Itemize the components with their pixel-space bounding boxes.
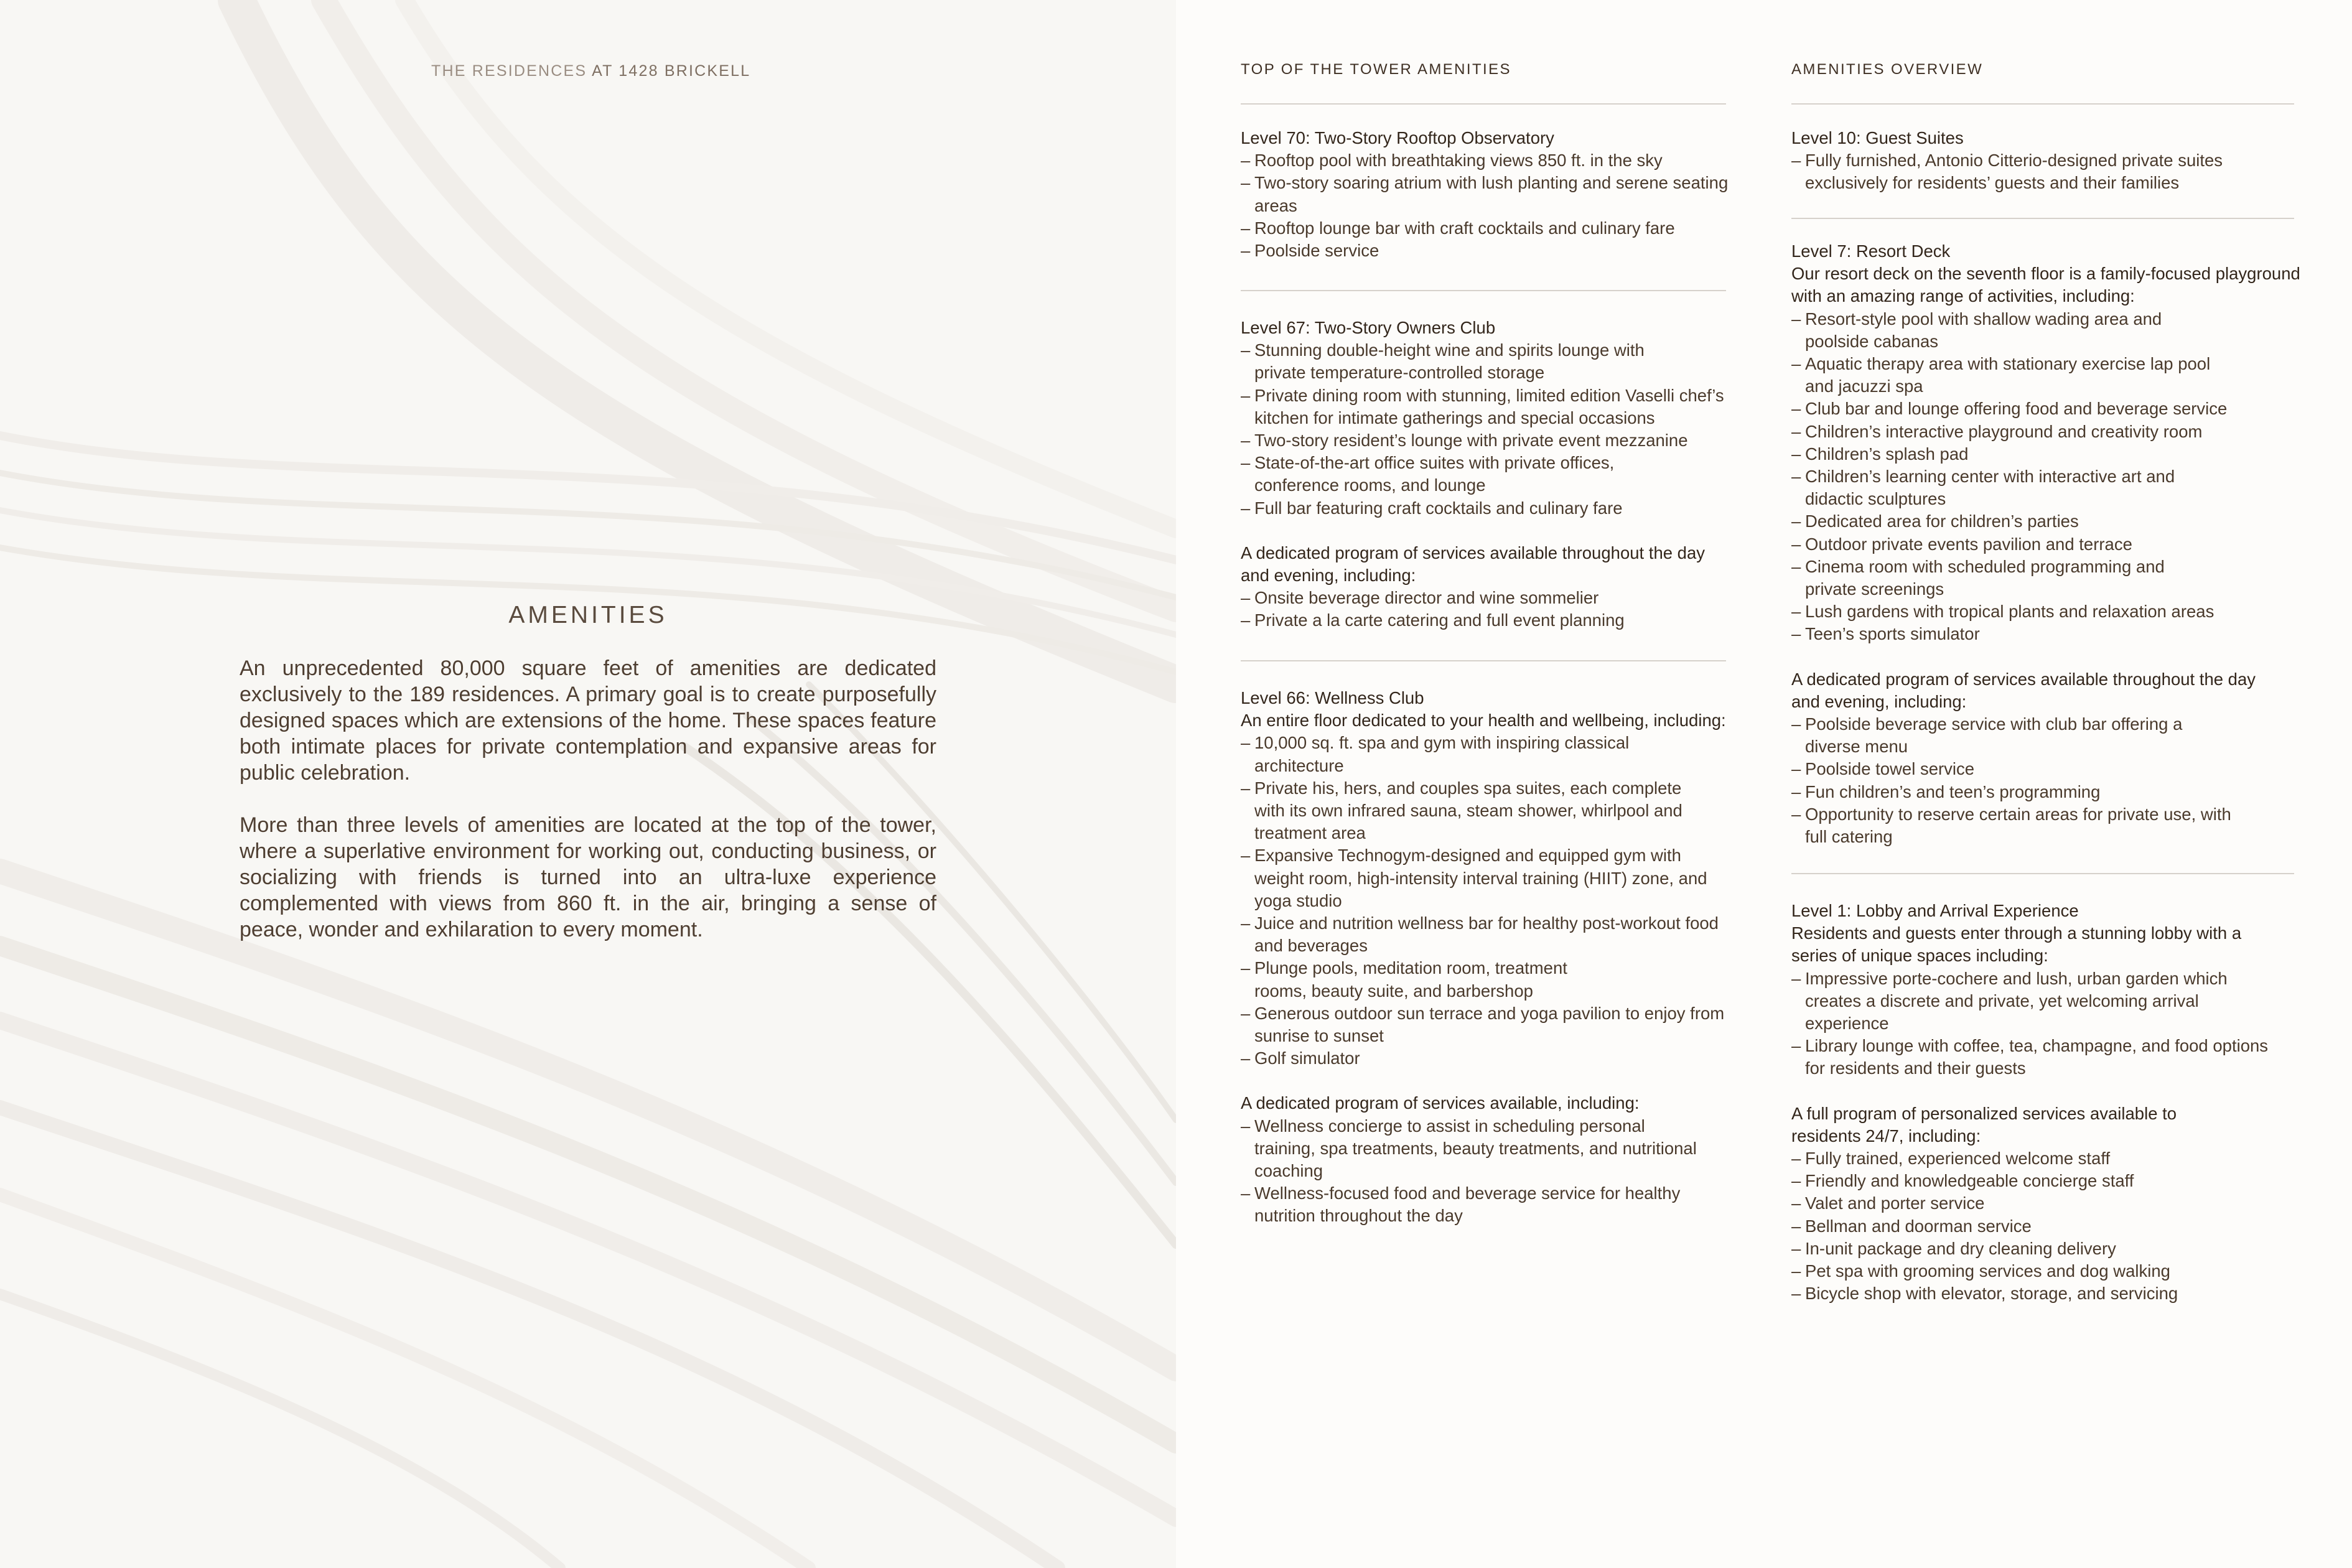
list-item: – State-of-the-art office suites with private offices, conference rooms, and lounge [1241, 452, 1690, 497]
list-item: – 10,000 sq. ft. spa and gym with inspiring classical architecture [1241, 732, 1702, 777]
list-item: – Valet and porter service [1791, 1192, 2302, 1215]
level-1-section [1791, 900, 2302, 1305]
brand-prefix: THE RESIDENCES [431, 62, 587, 80]
list-item: – Private his, hers, and couples spa suites, each complete with its own infrared sauna, steam shower, whirlpool and treatment area [1241, 777, 1715, 845]
level-1-title: Level 1: Lobby and Arrival Experience [1791, 901, 2079, 920]
list-item: – Two-story soaring atrium with lush planting and serene seating areas [1241, 172, 1732, 217]
list-item: – Outdoor private events pavilion and terrace [1791, 533, 2302, 556]
list-item: – Two-story resident’s lounge with private event mezzanine [1241, 429, 1745, 452]
list-item: – Poolside towel service [1791, 758, 2302, 780]
col2-heading: AMENITIES OVERVIEW [1791, 61, 1984, 78]
brand-line [431, 62, 750, 80]
list-item: – Cinema room with scheduled programming and private screenings [1791, 556, 2216, 600]
list-item: – Onsite beverage director and wine sommelier [1241, 587, 1745, 609]
list-item: – Generous outdoor sun terrace and yoga pavilion to enjoy from sunrise to sunset [1241, 1002, 1732, 1047]
level-66-subtitle: An entire floor dedicated to your health and wellbeing, including: [1241, 711, 1726, 730]
list-item: – Private a la carte catering and full event planning [1241, 609, 1745, 632]
list-item: – Pet spa with grooming services and dog walking [1791, 1260, 2302, 1282]
level-66-program: A dedicated program of services available, including: [1241, 1093, 1640, 1113]
divider [1241, 103, 1726, 105]
level-7-program-list [1791, 713, 2302, 848]
brand-address: AT 1428 BRICKELL [592, 62, 751, 80]
list-item: – Children’s splash pad [1791, 443, 2302, 465]
list-item: – Bicycle shop with elevator, storage, and servicing [1791, 1282, 2302, 1305]
level-67-title: Level 67: Two-Story Owners Club [1241, 318, 1496, 337]
list-item: – Resort-style pool with shallow wading area and poolside cabanas [1791, 308, 2216, 353]
level-1-program: A full program of personalized services available to residents 24/7, including: [1791, 1103, 2177, 1146]
intro-paragraph-1: An unprecedented 80,000 square feet of amenities are dedicated exclusively to the 189 residences. A primary goal is to create purposefully designed spaces which are extensions of the home. These spaces feature both intimate places for private contemplation and expansive areas for public celebration. [240, 656, 936, 785]
right-page [1176, 0, 2352, 1568]
list-item: – Children’s learning center with interactive art and didactic sculptures [1791, 465, 2228, 510]
list-item: – Private dining room with stunning, limited edition Vaselli chef’s kitchen for intimate gatherings and special occasions [1241, 385, 1745, 429]
list-item: – Club bar and lounge offering food and beverage service [1791, 398, 2302, 420]
list-item: – Friendly and knowledgeable concierge staff [1791, 1170, 2302, 1192]
level-67-program-list [1241, 587, 1745, 632]
list-item: – Expansive Technogym-designed and equipped gym with weight room, high-intensity interval training (HIIT) zone, and yoga studio [1241, 844, 1732, 912]
list-item: – Golf simulator [1241, 1047, 1732, 1070]
list-item: – Children’s interactive playground and creativity room [1791, 421, 2302, 443]
list-item: – Fun children’s and teen’s programming [1791, 781, 2302, 803]
divider [1791, 218, 2294, 219]
list-item: – Rooftop pool with breathtaking views 850 ft. in the sky [1241, 149, 1732, 172]
list-item: – Wellness-focused food and beverage service for healthy nutrition throughout the day [1241, 1182, 1732, 1227]
intro-text [240, 655, 936, 969]
list-item: – Stunning double-height wine and spirits lounge with private temperature-controlled storage [1241, 339, 1690, 384]
list-item: – Poolside service [1241, 240, 1732, 262]
list-item: – Bellman and doorman service [1791, 1215, 2302, 1238]
level-1-subtitle: Residents and guests enter through a stunning lobby with a series of unique spaces including: [1791, 923, 2242, 966]
level-1-list [1791, 968, 2302, 1080]
level-67-list [1241, 339, 1745, 520]
list-item: – Opportunity to reserve certain areas for private use, with full catering [1791, 803, 2241, 848]
level-70-section [1241, 127, 1732, 262]
list-item: – Teen’s sports simulator [1791, 623, 2302, 645]
list-item: – Impressive porte-cochere and lush, urban garden which creates a discrete and private, yet welcoming arrival experience [1791, 968, 2253, 1035]
level-7-title: Level 7: Resort Deck [1791, 241, 1951, 261]
level-66-title: Level 66: Wellness Club [1241, 688, 1424, 707]
list-item: – Fully trained, experienced welcome staff [1791, 1147, 2302, 1170]
level-67-section [1241, 317, 1745, 632]
list-item: – Plunge pools, meditation room, treatment rooms, beauty suite, and barbershop [1241, 957, 1603, 1002]
level-66-list [1241, 732, 1732, 1070]
list-item: – Wellness concierge to assist in scheduling personal training, spa treatments, beauty treatments, and nutritional coaching [1241, 1115, 1702, 1183]
level-66-program-list [1241, 1115, 1732, 1228]
list-item: – Fully furnished, Antonio Citterio-designed private suites exclusively for residents’ guests and their families [1791, 149, 2290, 194]
list-item: – Aquatic therapy area with stationary exercise lap pool and jacuzzi spa [1791, 353, 2228, 398]
level-70-title: Level 70: Two-Story Rooftop Observatory [1241, 128, 1554, 147]
level-10-list [1791, 149, 2302, 194]
list-item: – Juice and nutrition wellness bar for healthy post-workout food and beverages [1241, 912, 1734, 957]
level-7-section [1791, 240, 2302, 848]
list-item: – Lush gardens with tropical plants and relaxation areas [1791, 600, 2302, 623]
divider [1241, 290, 1726, 291]
level-10-section [1791, 127, 2302, 195]
level-7-subtitle: Our resort deck on the seventh floor is a family-focused playground with an amazing range of activities, including: [1791, 264, 2300, 306]
col1-heading: TOP OF THE TOWER AMENITIES [1241, 61, 1511, 78]
divider [1791, 873, 2294, 874]
page-title: AMENITIES [508, 602, 668, 628]
list-item: – Dedicated area for children’s parties [1791, 510, 2302, 533]
list-item: – Rooftop lounge bar with craft cocktails and culinary fare [1241, 217, 1732, 240]
level-70-list [1241, 149, 1732, 262]
divider [1791, 103, 2294, 105]
level-66-section [1241, 687, 1732, 1228]
level-7-list [1791, 308, 2302, 646]
level-1-program-list [1791, 1147, 2302, 1305]
list-item: – Library lounge with coffee, tea, champagne, and food options for residents and their guests [1791, 1035, 2278, 1080]
list-item: – In-unit package and dry cleaning delivery [1791, 1238, 2302, 1260]
list-item: – Poolside beverage service with club bar offering a diverse menu [1791, 713, 2228, 758]
intro-paragraph-2: More than three levels of amenities are located at the top of the tower, where a superlative environment for working out, conducting business, or socializing with friends is turned into an ultra-luxe experience complemented with views from 860 ft. in the air, bringing a sense of peace, wonder and exhilaration to every moment. [240, 813, 936, 941]
level-7-program: A dedicated program of services available throughout the day and evening, including: [1791, 669, 2256, 711]
list-item: – Full bar featuring craft cocktails and culinary fare [1241, 497, 1745, 520]
level-10-title: Level 10: Guest Suites [1791, 128, 1964, 147]
divider [1241, 660, 1726, 661]
level-67-program: A dedicated program of services available throughout the day and evening, including: [1241, 543, 1706, 586]
